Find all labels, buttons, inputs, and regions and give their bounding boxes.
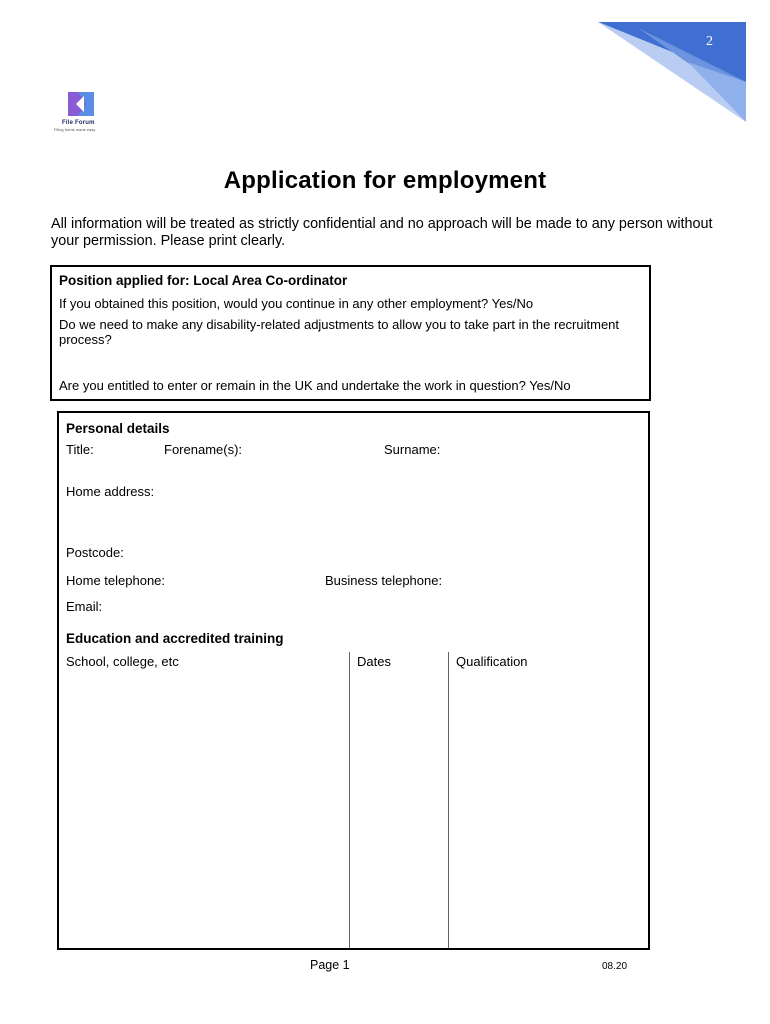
- uk-entitlement-question: Are you entitled to enter or remain in the UK and undertake the work in question? Yes/No: [59, 378, 571, 393]
- intro-text: All information will be treated as strictly confidential and no approach will be made to any person without your permission. Please print clearly.: [51, 216, 713, 249]
- logo-subtitle: Filing forms made easy: [54, 127, 96, 132]
- logo-title: File Forum: [62, 120, 95, 126]
- corner-decoration: [598, 22, 746, 122]
- education-column-qualification: Qualification: [456, 654, 528, 669]
- education-column-divider: [349, 652, 350, 948]
- disability-adjustments-question: Do we need to make any disability-related adjustments to allow you to take part in the recruitment process?: [59, 317, 620, 347]
- education-column-school: School, college, etc: [66, 654, 179, 669]
- business-telephone-label: Business telephone:: [325, 573, 443, 588]
- position-heading: Position applied for: Local Area Co-ordinator: [59, 273, 348, 288]
- footer-page-label: Page 1: [310, 958, 350, 972]
- education-heading: Education and accredited training: [66, 631, 284, 646]
- personal-details-heading: Personal details: [66, 421, 170, 436]
- footer-code: 08.20: [602, 961, 628, 972]
- page-title: Application for employment: [223, 167, 547, 194]
- forename-label: Forename(s):: [164, 442, 243, 457]
- education-column-dates: Dates: [357, 654, 391, 669]
- surname-label: Surname:: [384, 442, 441, 457]
- postcode-label: Postcode:: [66, 545, 124, 560]
- home-address-label: Home address:: [66, 484, 155, 499]
- title-label: Title:: [66, 442, 94, 457]
- home-telephone-label: Home telephone:: [66, 573, 166, 588]
- page-number: 2: [706, 34, 713, 49]
- email-label: Email:: [66, 599, 103, 614]
- other-employment-question: If you obtained this position, would you continue in any other employment? Yes/No: [59, 296, 534, 311]
- education-column-divider: [448, 652, 449, 948]
